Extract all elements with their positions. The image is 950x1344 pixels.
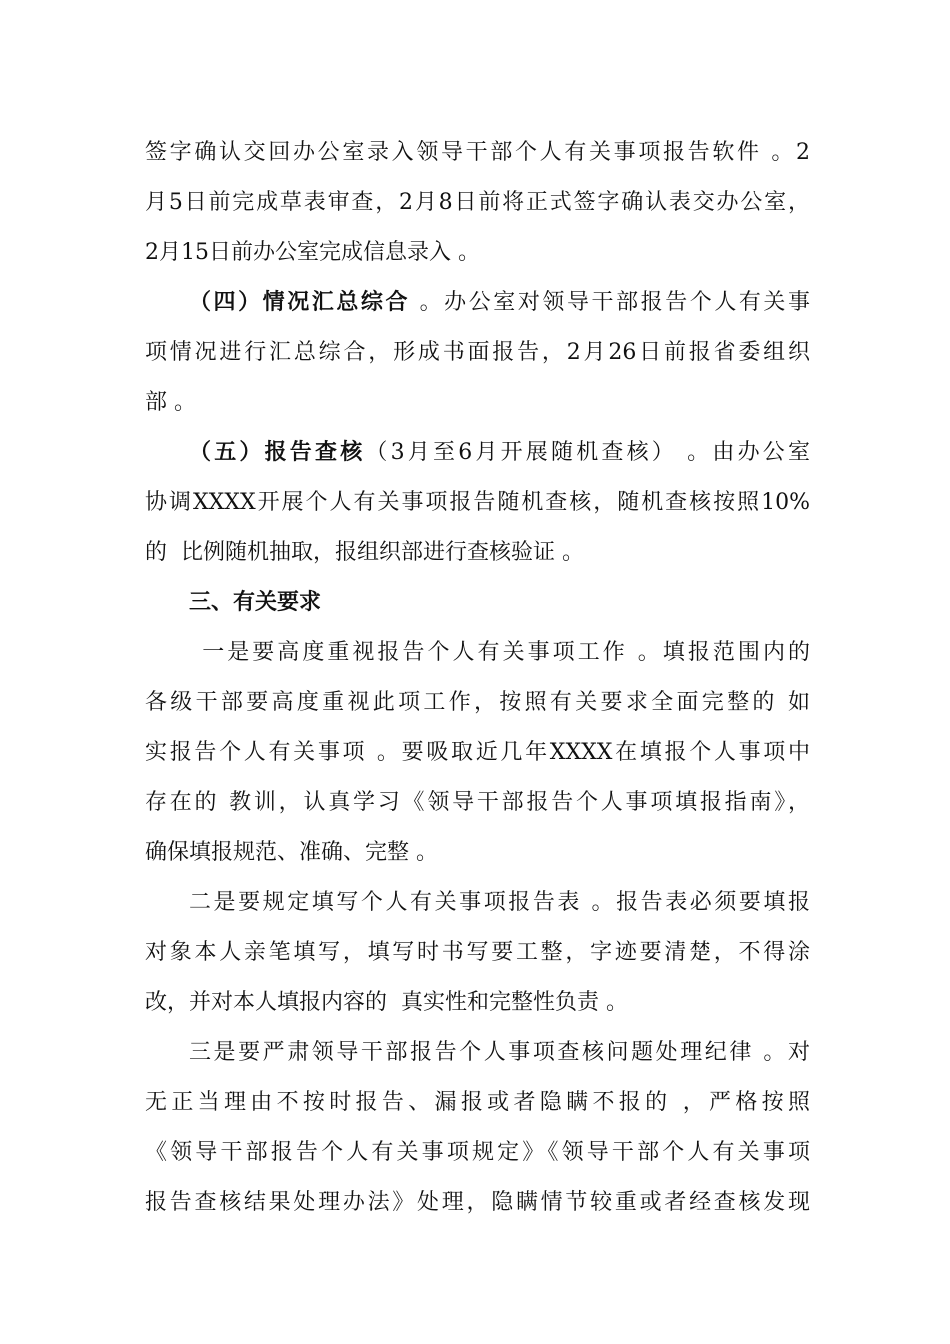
body-text: 协调XXXX开展个人有关事项报告随机查核，随机查核按照10%	[145, 490, 810, 515]
body-text: 月5日前完成草表审查，2月8日前将正式签字确认表交办公室，	[145, 190, 810, 215]
text-line	[145, 878, 810, 928]
text-line	[145, 978, 810, 1028]
text-line	[145, 128, 810, 178]
text-line	[145, 478, 810, 528]
body-text: 项情况进行汇总综合，形成书面报告，2月26日前报省委组织	[145, 340, 810, 365]
text-line	[145, 1078, 810, 1128]
document-body	[145, 128, 810, 1228]
body-text: 改，并对本人填报内容的 真实性和完整性负责 。	[145, 990, 628, 1015]
text-line	[145, 178, 810, 228]
body-text: 对象本人亲笔填写，填写时书写要工整，字迹要清楚，不得涂	[145, 940, 810, 965]
body-text: 确保填报规范、准确、完整 。	[145, 840, 438, 865]
bold-heading-text: （五）报告查核	[189, 440, 366, 465]
text-line	[145, 1178, 810, 1228]
text-line	[145, 528, 810, 578]
body-text: 三是要严肃领导干部报告个人事项查核问题处理纪律 。对	[189, 1040, 810, 1065]
body-text: 实报告个人有关事项 。要吸取近几年XXXX在填报个人事项中	[145, 740, 810, 765]
body-text: 二是要规定填写个人有关事项报告表 。报告表必须要填报	[189, 890, 810, 915]
text-line	[145, 1128, 810, 1178]
text-line	[145, 378, 810, 428]
text-line	[145, 328, 810, 378]
text-line	[145, 828, 810, 878]
body-text: 各级干部要高度重视此项工作，按照有关要求全面完整的 如	[145, 690, 810, 715]
text-line	[145, 778, 810, 828]
body-text: 无正当理由不按时报告、漏报或者隐瞒不报的 ，严格按照	[145, 1090, 810, 1115]
text-line	[145, 278, 810, 328]
body-text: 《领导干部报告个人有关事项规定》《领导干部个人有关事项	[145, 1140, 810, 1165]
bold-heading-text: （四）情况汇总综合	[189, 290, 411, 315]
body-text: 签字确认交回办公室录入领导干部个人有关事项报告软件 。2	[145, 140, 810, 165]
body-text: 。办公室对领导干部报告个人有关事	[410, 290, 810, 315]
body-text: 报告查核结果处理办法》处理，隐瞒情节较重或者经查核发现	[145, 1190, 810, 1215]
bold-heading-text: 三、有关要求	[189, 590, 322, 615]
text-line	[145, 678, 810, 728]
body-text: 一是要高度重视报告个人有关事项工作 。填报范围内的	[202, 640, 810, 665]
body-text: 部 。	[145, 390, 196, 415]
text-line	[145, 228, 810, 278]
text-line	[145, 578, 810, 628]
text-line	[145, 1028, 810, 1078]
text-line	[145, 628, 810, 678]
body-text: （3月至6月开展随机查核） 。由办公室	[365, 440, 810, 465]
body-text: 的 比例随机抽取，报组织部进行查核验证 。	[145, 540, 584, 565]
body-text: 2月15日前办公室完成信息录入 。	[145, 240, 480, 265]
text-line	[145, 428, 810, 478]
text-line	[145, 928, 810, 978]
body-text: 存在的 教训，认真学习《领导干部报告个人事项填报指南》，	[145, 790, 810, 815]
text-line	[145, 728, 810, 778]
